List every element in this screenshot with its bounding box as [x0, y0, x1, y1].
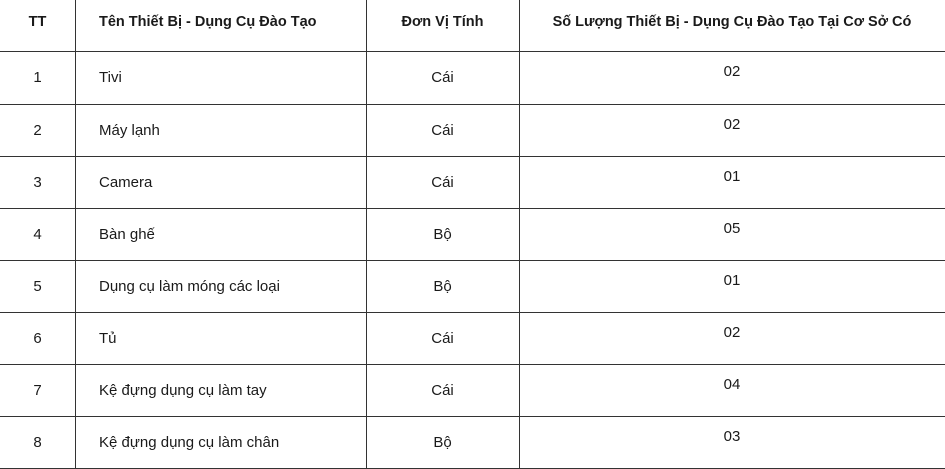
cell-equipment-name: Máy lạnh	[99, 121, 160, 139]
cell-row-number: 1	[33, 69, 42, 86]
cell-equipment-name: Tivi	[99, 69, 122, 86]
cell-quantity: 02	[723, 323, 741, 341]
cell-row-number: 5	[33, 277, 42, 295]
column-divider	[75, 0, 76, 468]
cell-unit: Cái	[431, 381, 454, 399]
cell-row-number: 3	[33, 173, 42, 191]
cell-unit: Cái	[431, 329, 454, 347]
cell-row-number: 8	[33, 433, 42, 451]
cell-equipment-name: Dụng cụ làm móng các loại	[99, 277, 280, 295]
header-equipment-name: Tên Thiết Bị - Dụng Cụ Đào Tạo	[99, 13, 317, 30]
cell-row-number: 7	[33, 381, 42, 399]
cell-row-number: 2	[33, 121, 42, 139]
cell-quantity: 01	[723, 167, 741, 185]
cell-equipment-name: Kệ đựng dụng cụ làm chân	[99, 433, 280, 451]
cell-quantity: 02	[723, 115, 741, 133]
cell-quantity: 02	[723, 63, 741, 80]
cell-unit: Cái	[431, 173, 454, 191]
cell-unit: Cái	[431, 69, 454, 86]
cell-quantity: 03	[723, 427, 741, 445]
cell-unit: Bộ	[433, 433, 452, 451]
cell-unit: Cái	[431, 121, 454, 139]
header-unit: Đơn Vị Tính	[401, 13, 484, 30]
header-quantity: Số Lượng Thiết Bị - Dụng Cụ Đào Tạo Tại Cơ Sở Có	[552, 13, 912, 30]
cell-row-number: 6	[33, 329, 42, 347]
cell-row-number: 4	[33, 225, 42, 243]
cell-equipment-name: Kệ đựng dụng cụ làm tay	[99, 381, 267, 399]
cell-equipment-name: Tủ	[99, 329, 117, 347]
cell-quantity: 05	[723, 219, 741, 237]
cell-equipment-name: Camera	[99, 173, 153, 191]
cell-quantity: 01	[723, 271, 741, 289]
cell-quantity: 04	[723, 375, 741, 393]
cell-unit: Bộ	[433, 277, 452, 295]
header-row-number: TT	[28, 13, 47, 30]
cell-equipment-name: Bàn ghế	[99, 225, 155, 243]
cell-unit: Bộ	[433, 225, 452, 243]
